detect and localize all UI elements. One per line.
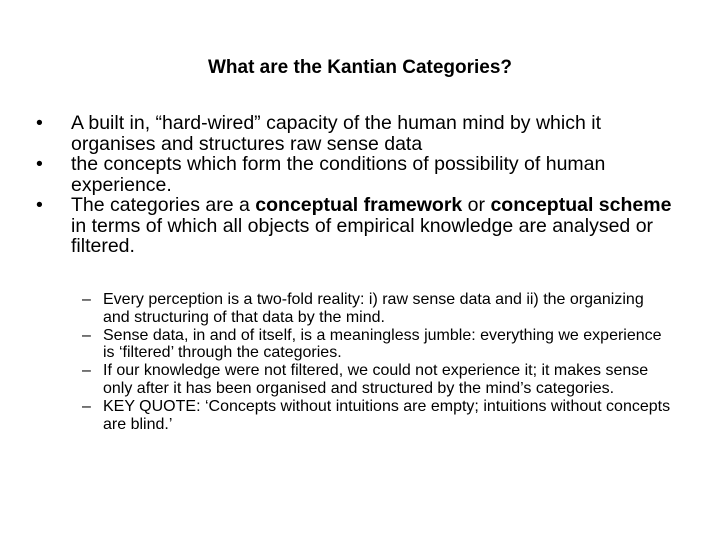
bullet-item-conceptual-framework — [36, 195, 686, 257]
sub-bullet-text: If our knowledge were not filtered, we could not experience it; it makes sense only after it has been organised and structured by the mind’s categories. — [103, 362, 649, 397]
dash-mark: – — [82, 291, 91, 308]
sub-bullet-text: Sense data, in and of itself, is a meaningless jumble: everything we experience is ‘filtered’ through the categories. — [103, 326, 662, 362]
bold-term-conceptual-framework: conceptual framework — [255, 194, 463, 216]
bold-term-conceptual-scheme: conceptual scheme — [490, 194, 672, 216]
dash-mark: – — [82, 397, 91, 415]
bullet-item-conditions-of-possibility — [36, 154, 686, 195]
dash-mark: – — [82, 326, 91, 344]
sub-bullet-key-quote — [82, 398, 674, 434]
sub-bullet-knowledge-filtered — [82, 362, 674, 398]
main-bullet-list — [36, 113, 686, 257]
sub-bullet-list — [82, 291, 674, 433]
bullet-text-part-3: in terms of which all objects of empirical knowledge are analysed or filtered. — [71, 214, 654, 257]
bullet-mark: • — [36, 194, 43, 216]
sub-bullet-text: KEY QUOTE: ‘Concepts without intuitions are empty; intuitions without concepts are blind.’ — [103, 397, 671, 433]
bullet-text-part-1: The categories are a — [71, 194, 256, 216]
dash-mark: – — [82, 362, 91, 380]
bullet-item-hard-wired-capacity — [36, 113, 686, 154]
sub-bullet-meaningless-jumble — [82, 327, 674, 363]
sub-bullet-two-fold-reality — [82, 291, 674, 327]
bullet-text: the concepts which form the conditions of possibility of human experience. — [71, 153, 606, 196]
sub-bullet-text: Every perception is a two-fold reality: i) raw sense data and ii) the organizing and structuring of that data by the mind. — [103, 291, 644, 326]
bullet-mark: • — [36, 153, 43, 175]
bullet-text-part-2: or — [462, 194, 491, 216]
bullet-text: A built in, “hard-wired” capacity of the human mind by which it organises and structures raw sense data — [71, 112, 601, 155]
bullet-mark: • — [36, 112, 43, 134]
slide-title: What are the Kantian Categories? — [207, 57, 513, 78]
